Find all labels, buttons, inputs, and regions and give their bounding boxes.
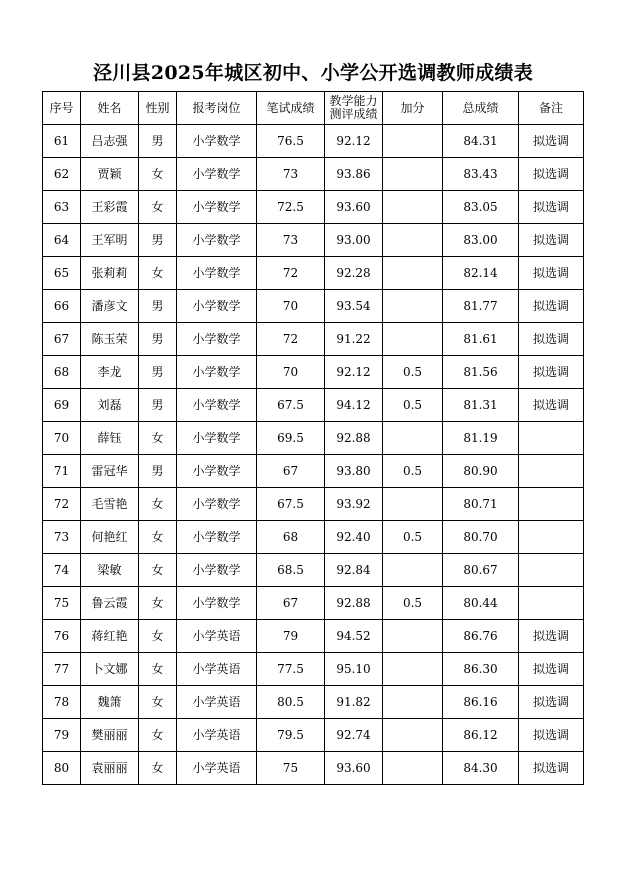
cell-name: 潘彦文 <box>81 290 139 323</box>
cell-name: 张莉莉 <box>81 257 139 290</box>
cell-teaching-score: 92.12 <box>325 356 383 389</box>
cell-teaching-score: 91.22 <box>325 323 383 356</box>
cell-remark: 拟选调 <box>519 356 584 389</box>
cell-name: 雷冠华 <box>81 455 139 488</box>
cell-name: 梁敏 <box>81 554 139 587</box>
cell-bonus: 0.5 <box>383 587 443 620</box>
table-row <box>43 752 584 785</box>
cell-bonus <box>383 554 443 587</box>
cell-position: 小学英语 <box>177 686 257 719</box>
cell-bonus <box>383 422 443 455</box>
cell-position: 小学英语 <box>177 752 257 785</box>
cell-bonus <box>383 686 443 719</box>
cell-index: 74 <box>43 554 81 587</box>
table-row <box>43 587 584 620</box>
cell-remark: 拟选调 <box>519 323 584 356</box>
cell-index: 76 <box>43 620 81 653</box>
cell-gender: 女 <box>139 620 177 653</box>
cell-index: 69 <box>43 389 81 422</box>
table-row <box>43 191 584 224</box>
cell-total-score: 83.00 <box>443 224 519 257</box>
cell-gender: 男 <box>139 125 177 158</box>
cell-written-score: 70 <box>257 290 325 323</box>
table-row <box>43 158 584 191</box>
cell-index: 75 <box>43 587 81 620</box>
cell-bonus <box>383 191 443 224</box>
cell-remark: 拟选调 <box>519 257 584 290</box>
cell-teaching-score: 92.84 <box>325 554 383 587</box>
cell-position: 小学数学 <box>177 224 257 257</box>
cell-gender: 女 <box>139 653 177 686</box>
cell-total-score: 83.43 <box>443 158 519 191</box>
cell-total-score: 81.77 <box>443 290 519 323</box>
cell-name: 薛钰 <box>81 422 139 455</box>
table-row <box>43 290 584 323</box>
cell-total-score: 80.67 <box>443 554 519 587</box>
cell-bonus <box>383 323 443 356</box>
cell-gender: 男 <box>139 323 177 356</box>
cell-position: 小学数学 <box>177 356 257 389</box>
cell-written-score: 67.5 <box>257 488 325 521</box>
cell-gender: 女 <box>139 752 177 785</box>
cell-teaching-score: 92.88 <box>325 587 383 620</box>
teaching-score-label: 教学能力测评成绩 <box>329 94 378 121</box>
cell-written-score: 67 <box>257 455 325 488</box>
cell-name: 王军明 <box>81 224 139 257</box>
cell-index: 71 <box>43 455 81 488</box>
cell-teaching-score: 93.60 <box>325 191 383 224</box>
cell-gender: 女 <box>139 554 177 587</box>
cell-remark <box>519 455 584 488</box>
cell-name: 王彩霞 <box>81 191 139 224</box>
cell-remark <box>519 488 584 521</box>
cell-remark: 拟选调 <box>519 653 584 686</box>
table-row <box>43 224 584 257</box>
cell-written-score: 68.5 <box>257 554 325 587</box>
cell-bonus <box>383 257 443 290</box>
cell-written-score: 72.5 <box>257 191 325 224</box>
cell-position: 小学数学 <box>177 125 257 158</box>
cell-gender: 女 <box>139 686 177 719</box>
cell-name: 樊丽丽 <box>81 719 139 752</box>
cell-remark <box>519 521 584 554</box>
col-header-teaching-score <box>325 92 383 125</box>
cell-bonus <box>383 224 443 257</box>
cell-position: 小学数学 <box>177 257 257 290</box>
cell-gender: 女 <box>139 158 177 191</box>
cell-written-score: 69.5 <box>257 422 325 455</box>
header-row <box>43 92 584 125</box>
cell-index: 62 <box>43 158 81 191</box>
cell-total-score: 80.90 <box>443 455 519 488</box>
table-row <box>43 488 584 521</box>
cell-index: 65 <box>43 257 81 290</box>
cell-index: 68 <box>43 356 81 389</box>
cell-teaching-score: 94.52 <box>325 620 383 653</box>
cell-bonus <box>383 653 443 686</box>
cell-remark <box>519 587 584 620</box>
cell-bonus <box>383 719 443 752</box>
cell-index: 67 <box>43 323 81 356</box>
col-header-bonus: 加分 <box>383 92 443 125</box>
cell-position: 小学数学 <box>177 158 257 191</box>
cell-remark: 拟选调 <box>519 290 584 323</box>
cell-name: 卜文娜 <box>81 653 139 686</box>
cell-gender: 女 <box>139 587 177 620</box>
cell-name: 魏箫 <box>81 686 139 719</box>
cell-gender: 女 <box>139 191 177 224</box>
cell-position: 小学数学 <box>177 521 257 554</box>
cell-position: 小学数学 <box>177 389 257 422</box>
cell-position: 小学数学 <box>177 455 257 488</box>
cell-position: 小学数学 <box>177 587 257 620</box>
cell-name: 李龙 <box>81 356 139 389</box>
cell-remark: 拟选调 <box>519 224 584 257</box>
col-header-index: 序号 <box>43 92 81 125</box>
cell-gender: 女 <box>139 488 177 521</box>
col-header-gender: 性别 <box>139 92 177 125</box>
cell-index: 77 <box>43 653 81 686</box>
col-header-written-score: 笔试成绩 <box>257 92 325 125</box>
cell-remark: 拟选调 <box>519 719 584 752</box>
cell-remark: 拟选调 <box>519 752 584 785</box>
table-row <box>43 389 584 422</box>
cell-written-score: 77.5 <box>257 653 325 686</box>
cell-gender: 男 <box>139 224 177 257</box>
cell-total-score: 86.16 <box>443 686 519 719</box>
cell-teaching-score: 92.12 <box>325 125 383 158</box>
cell-position: 小学数学 <box>177 422 257 455</box>
cell-name: 袁丽丽 <box>81 752 139 785</box>
cell-bonus <box>383 488 443 521</box>
cell-written-score: 76.5 <box>257 125 325 158</box>
table-row <box>43 455 584 488</box>
table-row <box>43 653 584 686</box>
cell-remark: 拟选调 <box>519 620 584 653</box>
cell-written-score: 68 <box>257 521 325 554</box>
table-row <box>43 620 584 653</box>
cell-bonus <box>383 125 443 158</box>
cell-index: 79 <box>43 719 81 752</box>
cell-name: 吕志强 <box>81 125 139 158</box>
cell-gender: 男 <box>139 290 177 323</box>
cell-total-score: 80.44 <box>443 587 519 620</box>
cell-remark: 拟选调 <box>519 125 584 158</box>
cell-teaching-score: 91.82 <box>325 686 383 719</box>
cell-bonus: 0.5 <box>383 356 443 389</box>
cell-written-score: 80.5 <box>257 686 325 719</box>
cell-position: 小学英语 <box>177 719 257 752</box>
cell-name: 贾颖 <box>81 158 139 191</box>
table-row <box>43 356 584 389</box>
cell-position: 小学英语 <box>177 653 257 686</box>
cell-index: 80 <box>43 752 81 785</box>
cell-written-score: 70 <box>257 356 325 389</box>
col-header-remark: 备注 <box>519 92 584 125</box>
cell-gender: 女 <box>139 521 177 554</box>
cell-bonus: 0.5 <box>383 455 443 488</box>
scores-table <box>42 91 584 785</box>
cell-position: 小学数学 <box>177 488 257 521</box>
cell-teaching-score: 93.60 <box>325 752 383 785</box>
cell-name: 鲁云霞 <box>81 587 139 620</box>
table-body <box>43 125 584 785</box>
cell-total-score: 81.31 <box>443 389 519 422</box>
cell-position: 小学数学 <box>177 290 257 323</box>
cell-index: 66 <box>43 290 81 323</box>
cell-written-score: 67 <box>257 587 325 620</box>
cell-bonus <box>383 752 443 785</box>
cell-teaching-score: 92.28 <box>325 257 383 290</box>
cell-teaching-score: 93.86 <box>325 158 383 191</box>
cell-index: 63 <box>43 191 81 224</box>
cell-written-score: 73 <box>257 224 325 257</box>
cell-bonus <box>383 290 443 323</box>
cell-written-score: 79 <box>257 620 325 653</box>
cell-gender: 男 <box>139 455 177 488</box>
cell-teaching-score: 93.80 <box>325 455 383 488</box>
cell-gender: 男 <box>139 356 177 389</box>
cell-bonus <box>383 158 443 191</box>
cell-total-score: 84.31 <box>443 125 519 158</box>
cell-total-score: 84.30 <box>443 752 519 785</box>
cell-bonus: 0.5 <box>383 389 443 422</box>
cell-name: 何艳红 <box>81 521 139 554</box>
cell-remark: 拟选调 <box>519 686 584 719</box>
col-header-total: 总成绩 <box>443 92 519 125</box>
cell-total-score: 80.70 <box>443 521 519 554</box>
cell-gender: 女 <box>139 422 177 455</box>
cell-written-score: 72 <box>257 323 325 356</box>
cell-name: 毛雪艳 <box>81 488 139 521</box>
cell-position: 小学英语 <box>177 620 257 653</box>
cell-name: 蒋红艳 <box>81 620 139 653</box>
cell-remark: 拟选调 <box>519 191 584 224</box>
cell-teaching-score: 93.92 <box>325 488 383 521</box>
cell-remark <box>519 554 584 587</box>
table-row <box>43 719 584 752</box>
cell-total-score: 86.30 <box>443 653 519 686</box>
cell-teaching-score: 95.10 <box>325 653 383 686</box>
table-row <box>43 125 584 158</box>
cell-gender: 女 <box>139 257 177 290</box>
cell-remark: 拟选调 <box>519 389 584 422</box>
table-row <box>43 323 584 356</box>
table-row <box>43 257 584 290</box>
cell-total-score: 86.12 <box>443 719 519 752</box>
cell-index: 70 <box>43 422 81 455</box>
cell-total-score: 80.71 <box>443 488 519 521</box>
cell-index: 78 <box>43 686 81 719</box>
cell-remark <box>519 422 584 455</box>
cell-index: 61 <box>43 125 81 158</box>
cell-total-score: 82.14 <box>443 257 519 290</box>
cell-position: 小学数学 <box>177 554 257 587</box>
cell-written-score: 73 <box>257 158 325 191</box>
cell-name: 陈玉荣 <box>81 323 139 356</box>
cell-written-score: 72 <box>257 257 325 290</box>
cell-index: 73 <box>43 521 81 554</box>
cell-teaching-score: 92.74 <box>325 719 383 752</box>
table-row <box>43 686 584 719</box>
cell-written-score: 75 <box>257 752 325 785</box>
cell-gender: 男 <box>139 389 177 422</box>
cell-bonus <box>383 620 443 653</box>
page-title: 泾川县2025年城区初中、小学公开选调教师成绩表 <box>92 62 534 84</box>
cell-gender: 女 <box>139 719 177 752</box>
cell-written-score: 79.5 <box>257 719 325 752</box>
col-header-position: 报考岗位 <box>177 92 257 125</box>
cell-teaching-score: 93.54 <box>325 290 383 323</box>
cell-total-score: 86.76 <box>443 620 519 653</box>
cell-teaching-score: 93.00 <box>325 224 383 257</box>
cell-written-score: 67.5 <box>257 389 325 422</box>
cell-total-score: 81.56 <box>443 356 519 389</box>
cell-total-score: 81.19 <box>443 422 519 455</box>
cell-index: 72 <box>43 488 81 521</box>
cell-total-score: 81.61 <box>443 323 519 356</box>
cell-name: 刘磊 <box>81 389 139 422</box>
cell-total-score: 83.05 <box>443 191 519 224</box>
cell-remark: 拟选调 <box>519 158 584 191</box>
cell-teaching-score: 94.12 <box>325 389 383 422</box>
table-row <box>43 521 584 554</box>
table-row <box>43 554 584 587</box>
cell-bonus: 0.5 <box>383 521 443 554</box>
table-row <box>43 422 584 455</box>
cell-teaching-score: 92.88 <box>325 422 383 455</box>
cell-teaching-score: 92.40 <box>325 521 383 554</box>
cell-position: 小学数学 <box>177 191 257 224</box>
cell-position: 小学数学 <box>177 323 257 356</box>
cell-index: 64 <box>43 224 81 257</box>
col-header-name: 姓名 <box>81 92 139 125</box>
